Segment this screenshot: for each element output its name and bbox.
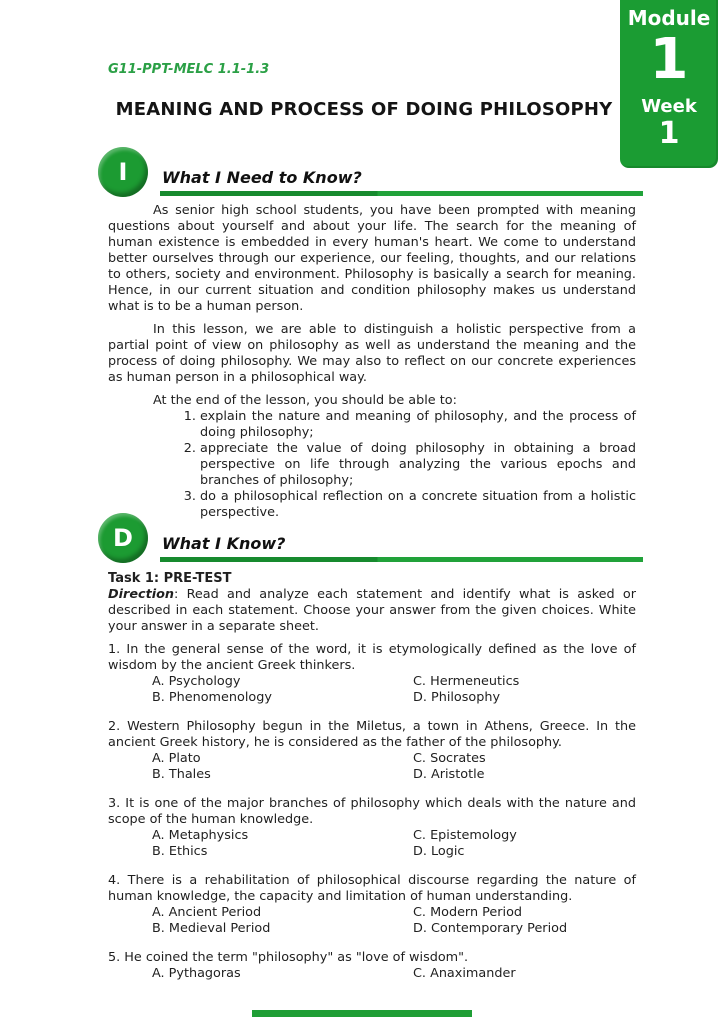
intro-text-block: [108, 203, 636, 521]
objective-item: 1. explain the nature and meaning of philosophy, and the process of doing philosophy;: [200, 409, 636, 441]
objective-item: 2. appreciate the value of doing philosophy in obtaining a broad perspective on life through analyzing the various epochs and branches of philosophy;: [200, 441, 636, 489]
next-page-rule-peek: [252, 1010, 472, 1017]
option: A. Ancient Period: [152, 905, 262, 920]
module-week-badge: [620, 0, 718, 168]
week-number: 1: [658, 116, 680, 151]
question-text: 4. There is a rehabilitation of philosophical discourse regarding the nature of human knowledge, the capacity and limitation of human understanding.: [108, 873, 636, 904]
option: D. Philosophy: [413, 689, 501, 705]
question-text: 5. He coined the term "philosophy" as "love of wisdom".: [108, 950, 469, 965]
option: A. Psychology: [152, 674, 241, 689]
module-number: 1: [649, 27, 689, 92]
option: C. Epistemology: [413, 828, 517, 843]
question-options: [108, 751, 636, 782]
section-heading: What I Need to Know?: [162, 168, 362, 187]
question-text: 1. In the general sense of the word, it is etymologically defined as the love of wisdom by the ancient Greek thinkers.: [108, 642, 636, 673]
section-d-circle-icon: D: [98, 513, 148, 563]
option: C. Modern Period: [413, 905, 523, 920]
section-underline-rule: [160, 191, 643, 196]
option: B. Medieval Period: [152, 920, 271, 936]
direction-label: Direction: [108, 587, 174, 602]
question-text: 2. Western Philosophy begun in the Miletus, a town in Athens, Greece. In the ancient Greek history, he is considered as the father of the philosophy.: [108, 719, 636, 750]
question-3: [108, 796, 636, 859]
objectives-intro: At the end of the lesson, you should be able to:: [153, 393, 457, 408]
question-text: 3. It is one of the major branches of philosophy which deals with the nature and scope of the human knowledge.: [108, 796, 636, 827]
objective-item: 3. do a philosophical reflection on a concrete situation from a holistic perspective.: [200, 489, 636, 521]
section-what-i-know: [98, 513, 643, 569]
question-1: [108, 642, 636, 705]
module-label: Module: [627, 6, 711, 30]
option: C. Anaximander: [413, 966, 516, 981]
week-label: Week: [641, 96, 697, 117]
intro-paragraph-1: As senior high school students, you have been prompted with meaning questions about yourself and about your life. The search for the meaning of human existence is embedded in every human's heart. We come to understand better ourselves through our experience, our feeling, thoughts, and our relations to others, society and environment. Philosophy is basically a search for meaning. Hence, in our current situation and condition philosophy makes us understand what is to be a human person.: [108, 203, 636, 314]
option: A. Plato: [152, 751, 201, 766]
direction-body: : Read and analyze each statement and identify what is asked or described in each statement. Choose your answer from the given choices. White your answer in a separate sheet.: [108, 587, 636, 634]
option: D. Aristotle: [413, 766, 485, 782]
option: B. Thales: [152, 766, 211, 782]
section-underline-rule: [160, 557, 643, 562]
direction-text: [108, 587, 636, 635]
option: B. Phenomenology: [152, 689, 272, 705]
question-2: [108, 719, 636, 782]
option: A. Pythagoras: [152, 966, 241, 981]
question-options: [108, 828, 636, 859]
option: A. Metaphysics: [152, 828, 249, 843]
question-5: [108, 950, 636, 982]
pretest-block: [108, 571, 636, 996]
objectives-list: [108, 409, 636, 521]
option: B. Ethics: [152, 843, 208, 859]
section-i-circle-icon: I: [98, 147, 148, 197]
section-what-i-need-to-know: [98, 147, 643, 203]
question-options: [108, 966, 636, 982]
task-label: Task 1: PRE-TEST: [108, 571, 232, 586]
intro-paragraph-2: In this lesson, we are able to distinguish a holistic perspective from a partial point of view on philosophy as well as understand the meaning and the process of doing philosophy. We may also to reflect on our concrete experiences as human person in a philosophical way.: [108, 322, 636, 385]
question-options: [108, 905, 636, 936]
pretest-questions: [108, 642, 636, 982]
section-heading: What I Know?: [162, 534, 286, 553]
question-options: [108, 674, 636, 705]
page-title: MEANING AND PROCESS OF DOING PHILOSOPHY: [115, 99, 613, 120]
option: D. Contemporary Period: [413, 920, 568, 936]
question-4: [108, 873, 636, 936]
option: C. Socrates: [413, 751, 486, 766]
option: D. Logic: [413, 843, 465, 859]
course-code: G11-PPT-MELC 1.1-1.3: [108, 62, 270, 77]
option: C. Hermeneutics: [413, 674, 520, 689]
